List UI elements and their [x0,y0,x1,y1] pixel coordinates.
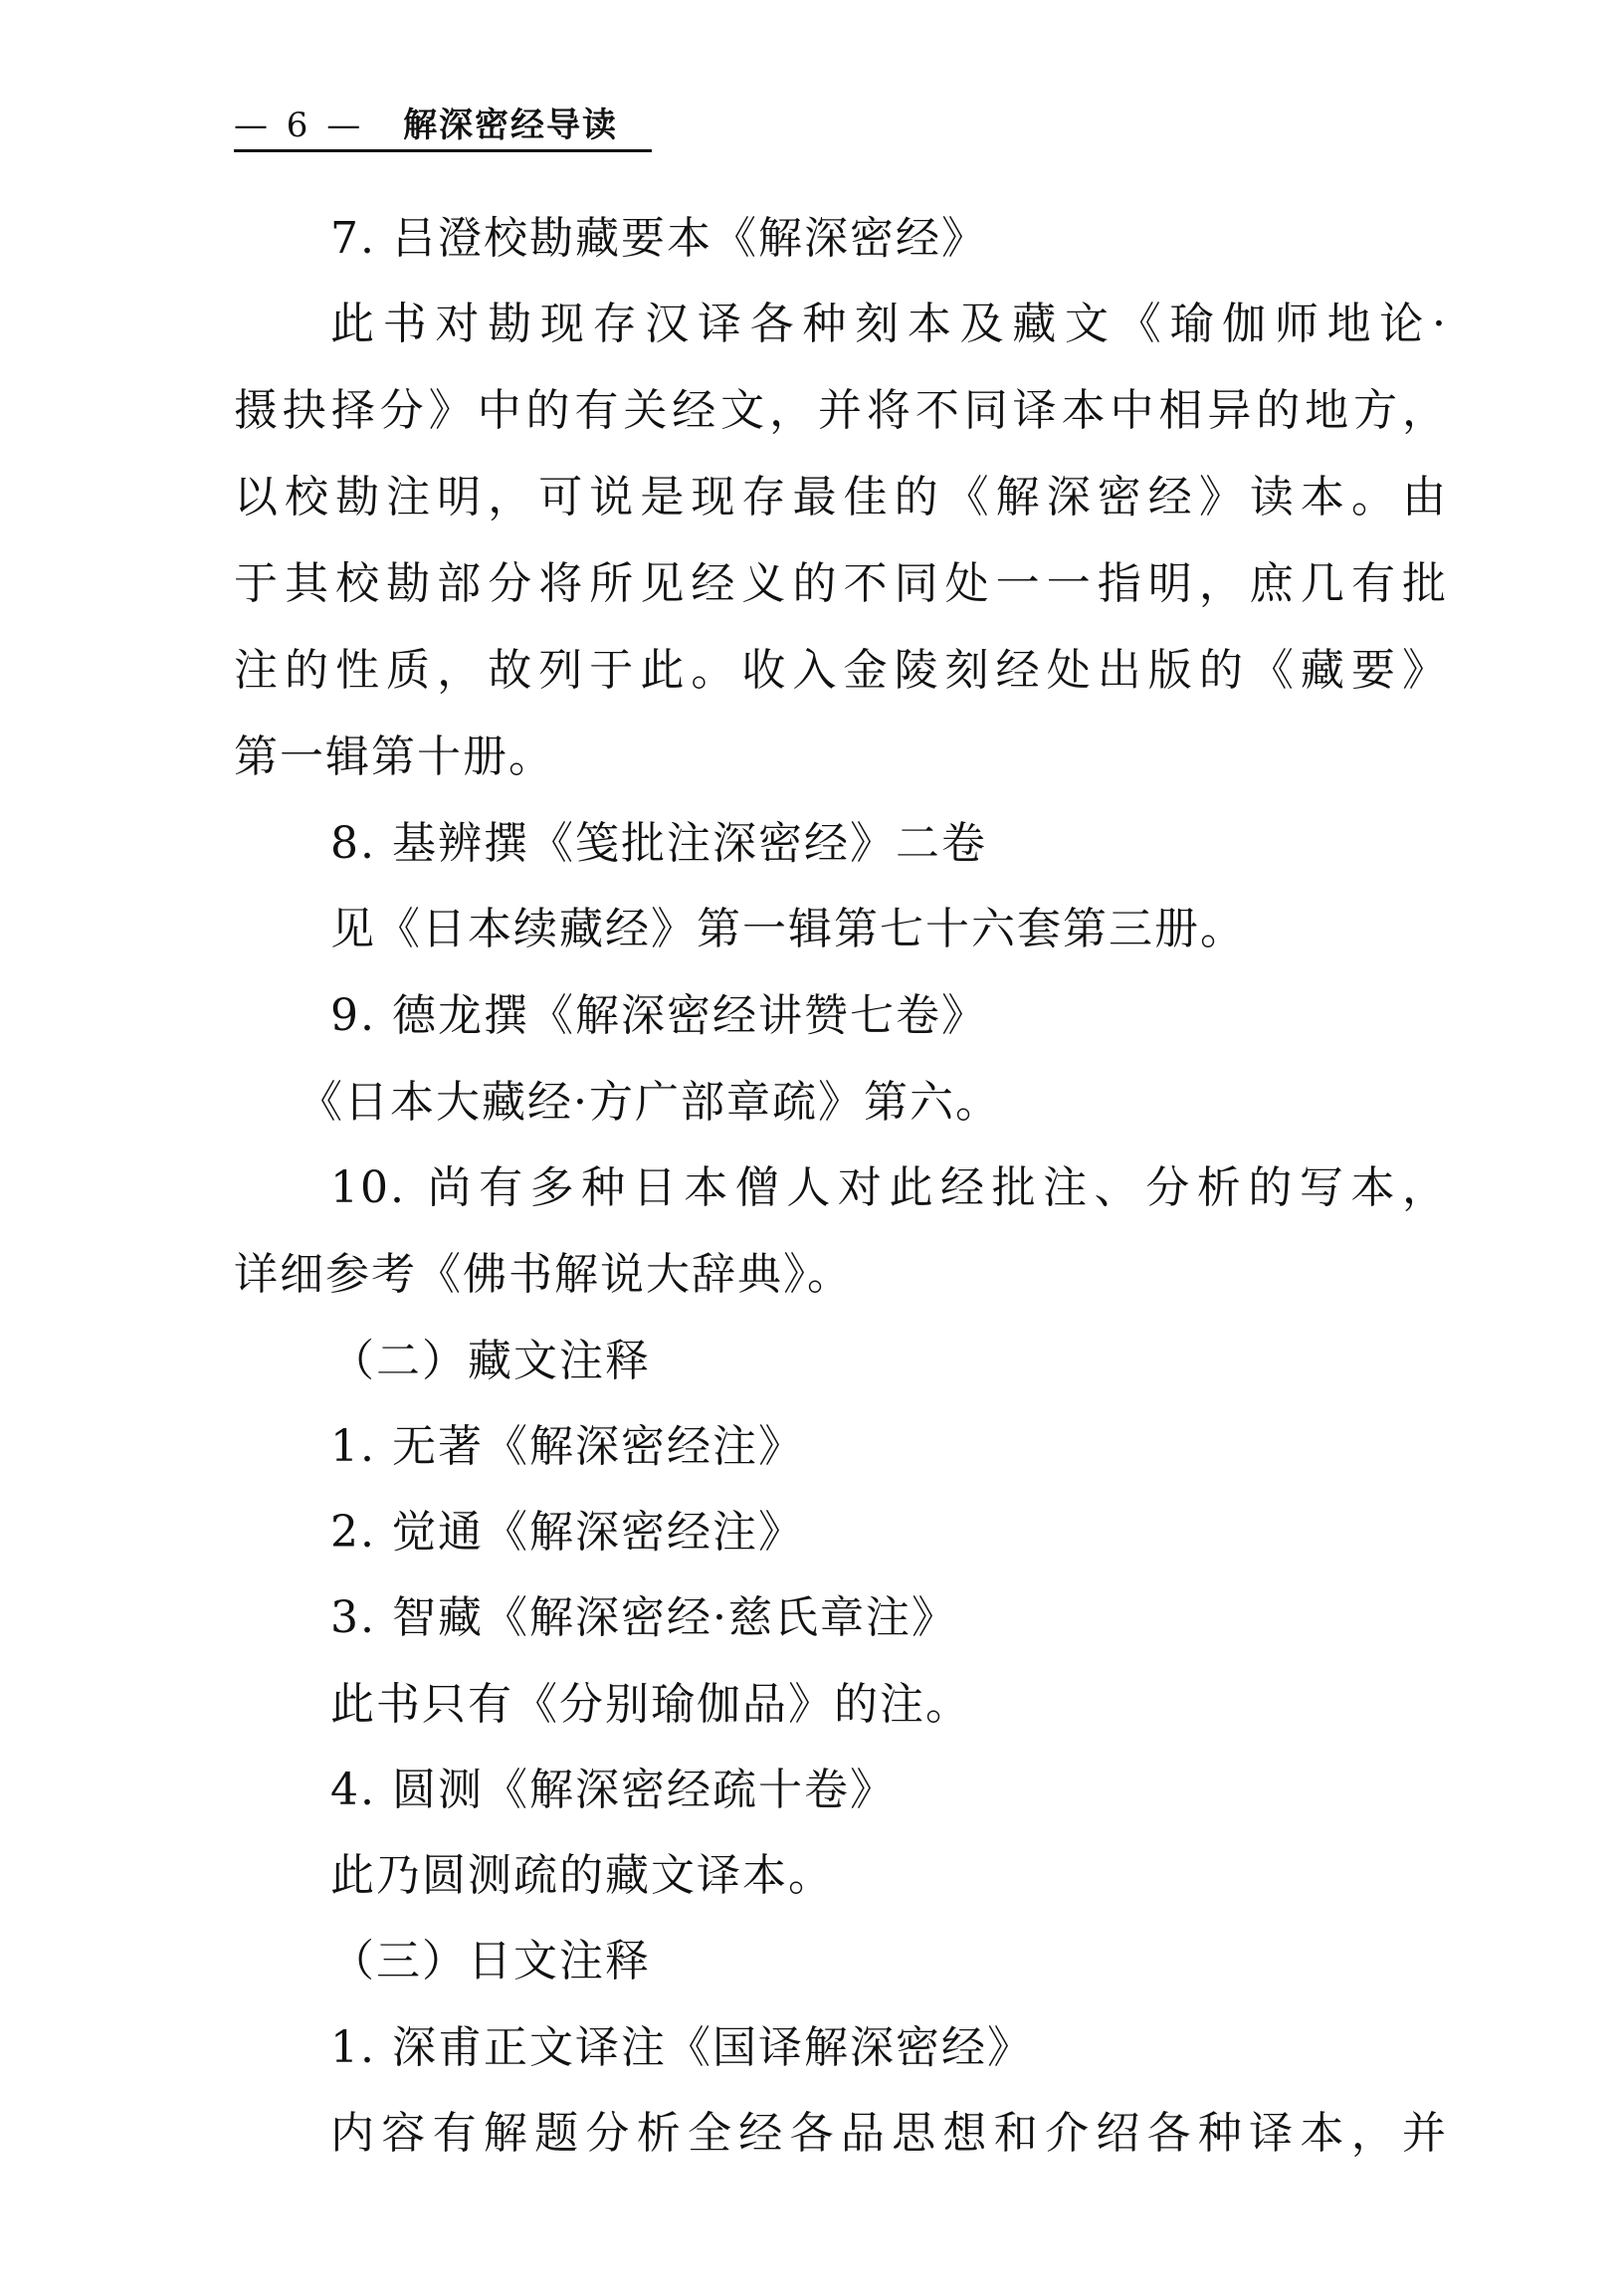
item-heading: 7. 吕澄校勘藏要本《解深密经》 [330,213,987,264]
item-heading: 2. 觉通《解深密经注》 [330,1507,804,1558]
body-line: 以校勘注明，可说是现存最佳的《解深密经》读本。由 [234,472,1448,522]
section-heading: （二）藏文注释 [330,1336,651,1386]
item-heading: 3. 智藏《解深密经·慈氏章注》 [330,1592,957,1643]
running-header [234,102,652,152]
item-heading: 4. 圆测《解深密经疏十卷》 [330,1765,896,1815]
body-line: 此乃圆测疏的藏文译本。 [330,1850,834,1901]
body-line: 详细参考《佛书解说大辞典》。 [234,1249,853,1300]
section-heading: （三）日文注释 [330,1936,651,1986]
body-line: 此书对勘现存汉译各种刻本及藏文《瑜伽师地论· [330,299,1448,349]
body-line: 内容有解题分析全经各品思想和介绍各种译本，并 [330,2108,1448,2159]
body-line: 第一辑第十册。 [234,731,554,782]
body-line: 见《日本续藏经》第一辑第七十六套第三册。 [330,904,1246,954]
body-line: 注的性质，故列于此。收入金陵刻经处出版的《藏要》 [234,645,1448,696]
body-line: 于其校勘部分将所见经义的不同处一一指明，庶几有批 [234,558,1448,609]
body-line: 摄抉择分》中的有关经文，并将不同译本中相异的地方， [234,385,1448,436]
body-line: 此书只有《分别瑜伽品》的注。 [330,1679,971,1730]
item-heading: 9. 德龙撰《解深密经讲赞七卷》 [330,990,987,1041]
book-title: 解深密经导读 [403,105,619,145]
item-heading: 1. 无著《解深密经注》 [330,1421,804,1472]
item-heading: 1. 深甫正文译注《国译解深密经》 [330,2022,1033,2073]
page-number: — 6 — [234,105,365,145]
item-heading: 10. 尚有多种日本僧人对此经批注、分析的写本， [330,1162,1448,1213]
body-line: 《日本大藏经·方广部章疏》第六。 [299,1077,1001,1128]
item-heading: 8. 基辨撰《笺批注深密经》二卷 [330,818,987,869]
